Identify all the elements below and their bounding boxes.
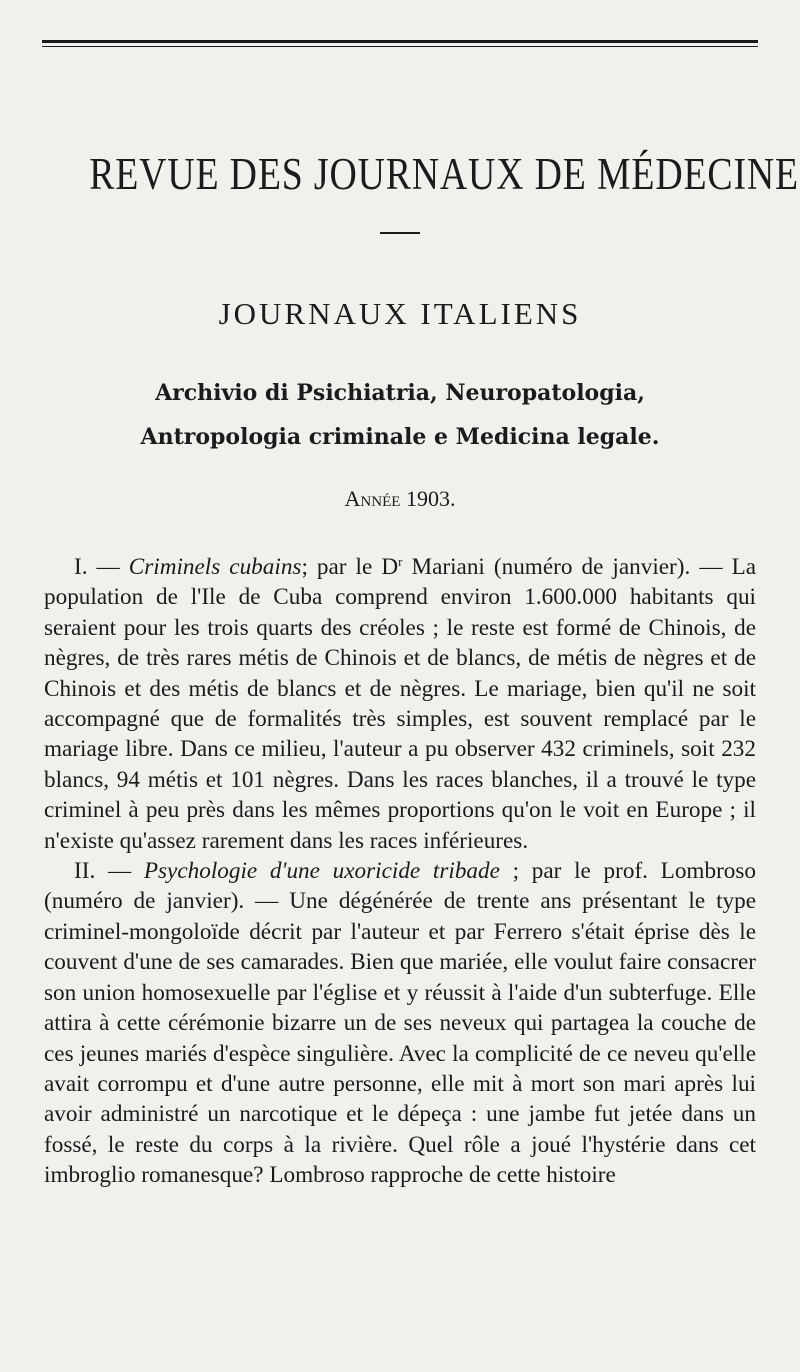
title-separator [380, 232, 420, 234]
article-paragraph [44, 856, 756, 1190]
article-text: La population de l'Ile de Cuba comprend environ 1.600.000 habitants qui seraient pour les trois quarts des créoles ; le reste est formé de Chinois, de nègres, de très rares métis de Chinois et de blancs, de métis de nègres et de Chinois et des métis de blancs et de nègres. Le mariage, bien qu'il ne soit accompagné que de formalités très simples, est souvent remplacé par le mariage libre. Dans ce milieu, l'auteur a pu observer 432 criminels, soit 232 blancs, 94 métis et 101 nègres. Dans les races blanches, il a trouvé le type criminel à peu près dans les mêmes proportions qu'on le voit en Europe ; il n'existe qu'assez rarement dans les races inférieures. [44, 554, 757, 854]
article-text: Une dégénérée de trente ans présentant le type criminel-mongoloïde décrit par l'auteur et par Ferrero s'était éprise dès le couvent d'une de ses camarades. Bien que mariée, elle voulut faire consacrer son union homosexuelle par l'église et y réussit à l'aide d'un subterfuge. Elle attira à cette cérémonie bizarre un de ses neveux qui partagea la couche de ces jeunes mariés d'espèce singulière. Avec la complicité de ce neveu qu'elle avait corrompu et d'une autre personne, elle mit à mort son mari après lui avoir administré un narcotique et le dépeça : une jambe fut jetée dans un fossé, le reste du corps à la rivière. Quel rôle a joué l'hystérie dans cet imbroglio romanesque? Lombroso rapproche de cette histoire [44, 888, 756, 1189]
article-byline-sup: r [398, 554, 403, 569]
main-title: REVUE DES JOURNAUX DE MÉDECINE [89, 149, 799, 199]
article-paragraph [44, 552, 756, 856]
article-byline: ; par le prof. Lombroso (numéro de janvier). — [44, 858, 756, 915]
article-title: Psychologie d'une uxoricide tribade [143, 858, 500, 885]
journal-title-line-2: Antropologia criminale e Medicina legale. [140, 424, 660, 450]
top-rule-thin [42, 46, 758, 47]
article-number: I. — [74, 554, 120, 580]
year-label: Année [344, 486, 401, 511]
year-heading [0, 486, 800, 512]
year-value: 1903. [405, 486, 456, 511]
article-title: Criminels cubains [128, 554, 302, 580]
article-body [44, 552, 756, 1191]
section-title: JOURNAUX ITALIENS [218, 296, 582, 331]
article-byline: ; par le D [301, 554, 399, 580]
article-byline-rest: Mariani (numéro de janvier). — [402, 554, 723, 580]
journal-title-line-1: Archivio di Psichiatria, Neuropatologia, [155, 380, 645, 406]
top-rule [42, 40, 758, 43]
article-number: II. — [74, 858, 132, 885]
